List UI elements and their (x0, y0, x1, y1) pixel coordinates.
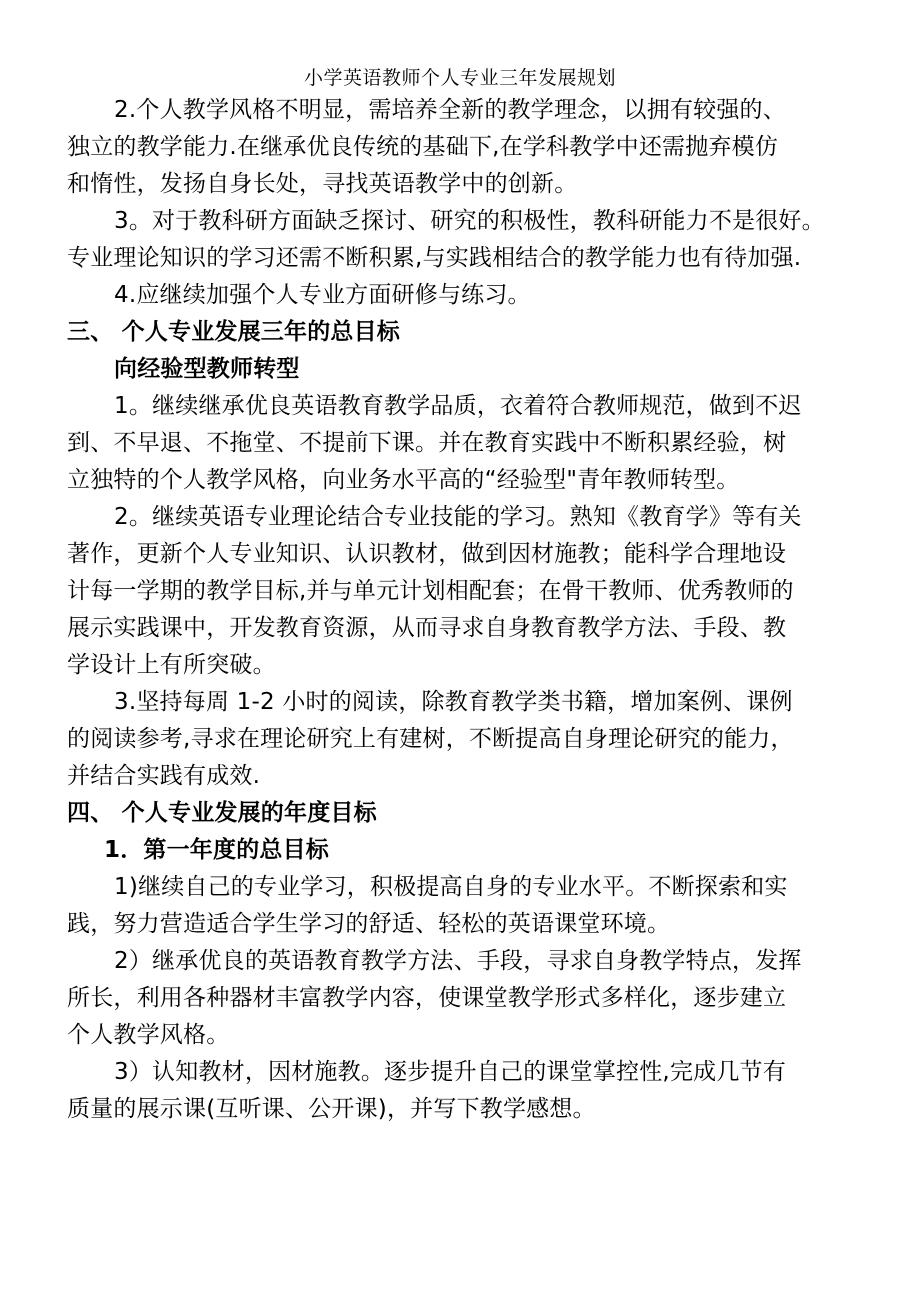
paragraph-line: 3）认知教材，因材施教。逐步提升自己的课堂掌控性,完成几节有 (114, 1059, 786, 1085)
paragraph-line: 立独特的个人教学风格，向业务水平高的“经验型"青年教师转型。 (67, 467, 740, 493)
page-header-title: 小学英语教师个人专业三年发展规划 (303, 67, 616, 89)
paragraph-line: 学设计上有所突破。 (67, 652, 276, 678)
document-body (67, 92, 857, 1128)
paragraph-line: 3.坚持每周 1-2 小时的阅读，除教育教学类书籍，增加案例、课例 (114, 689, 793, 715)
subheading-experienced-teacher: 向经验型教师转型 (114, 356, 300, 382)
paragraph-line: 2.个人教学风格不明显，需培养全新的教学理念，以拥有较强的、 (114, 97, 786, 123)
paragraph-line: 专业理论知识的学习还需不断积累,与实践相结合的教学能力也有待加强. (67, 245, 802, 271)
paragraph-line: 质量的展示课(互听课、公开课)，并写下教学感想。 (67, 1096, 596, 1122)
paragraph-line: 4.应继续加强个人专业方面研修与练习。 (114, 282, 531, 308)
paragraph-line: 到、不早退、不拖堂、不提前下课。并在教育实践中不断积累经验，树 (67, 430, 787, 456)
paragraph-line: 1。继续继承优良英语教育教学品质，衣着符合教师规范，做到不迟 (114, 393, 802, 419)
paragraph-line: 个人教学风格。 (67, 1022, 230, 1048)
paragraph-line: 2。继续英语专业理论结合专业技能的学习。熟知《教育学》等有关 (114, 504, 802, 530)
paragraph-line: 并结合实践有成效. (67, 763, 261, 789)
paragraph-line: 1)继续自己的专业学习，积极提高自身的专业水平。不断探索和实 (114, 874, 788, 900)
subheading-year-one: 1．第一年度的总目标 (104, 837, 330, 863)
section-heading-3: 三、 个人专业发展三年的总目标 (67, 319, 401, 345)
paragraph-line: 著作，更新个人专业知识、认识教材，做到因材施教；能科学合理地设 (67, 541, 787, 567)
paragraph-line: 所长，利用各种器材丰富教学内容，使课堂教学形式多样化，逐步建立 (67, 985, 787, 1011)
paragraph-line: 计每一学期的教学目标,并与单元计划相配套；在骨干教师、优秀教师的 (67, 578, 794, 604)
paragraph-line: 展示实践课中，开发教育资源，从而寻求自身教育教学方法、手段、教 (67, 615, 787, 641)
paragraph-line: 2）继承优良的英语教育教学方法、手段，寻求自身教学特点，发挥 (114, 948, 802, 974)
section-heading-4: 四、 个人专业发展的年度目标 (67, 800, 377, 826)
paragraph-line: 独立的教学能力.在继承优良传统的基础下,在学科教学中还需抛弃模仿 (67, 134, 779, 160)
paragraph-line: 3。对于教科研方面缺乏探讨、研究的积极性，教科研能力不是很好。 (114, 208, 825, 234)
paragraph-line: 践，努力营造适合学生学习的舒适、轻松的英语课堂环境。 (67, 911, 671, 937)
paragraph-line: 的阅读参考,寻求在理论研究上有建树，不断提高自身理论研究的能力， (67, 726, 794, 752)
paragraph-line: 和惰性，发扬自身长处，寻找英语教学中的创新。 (67, 171, 578, 197)
